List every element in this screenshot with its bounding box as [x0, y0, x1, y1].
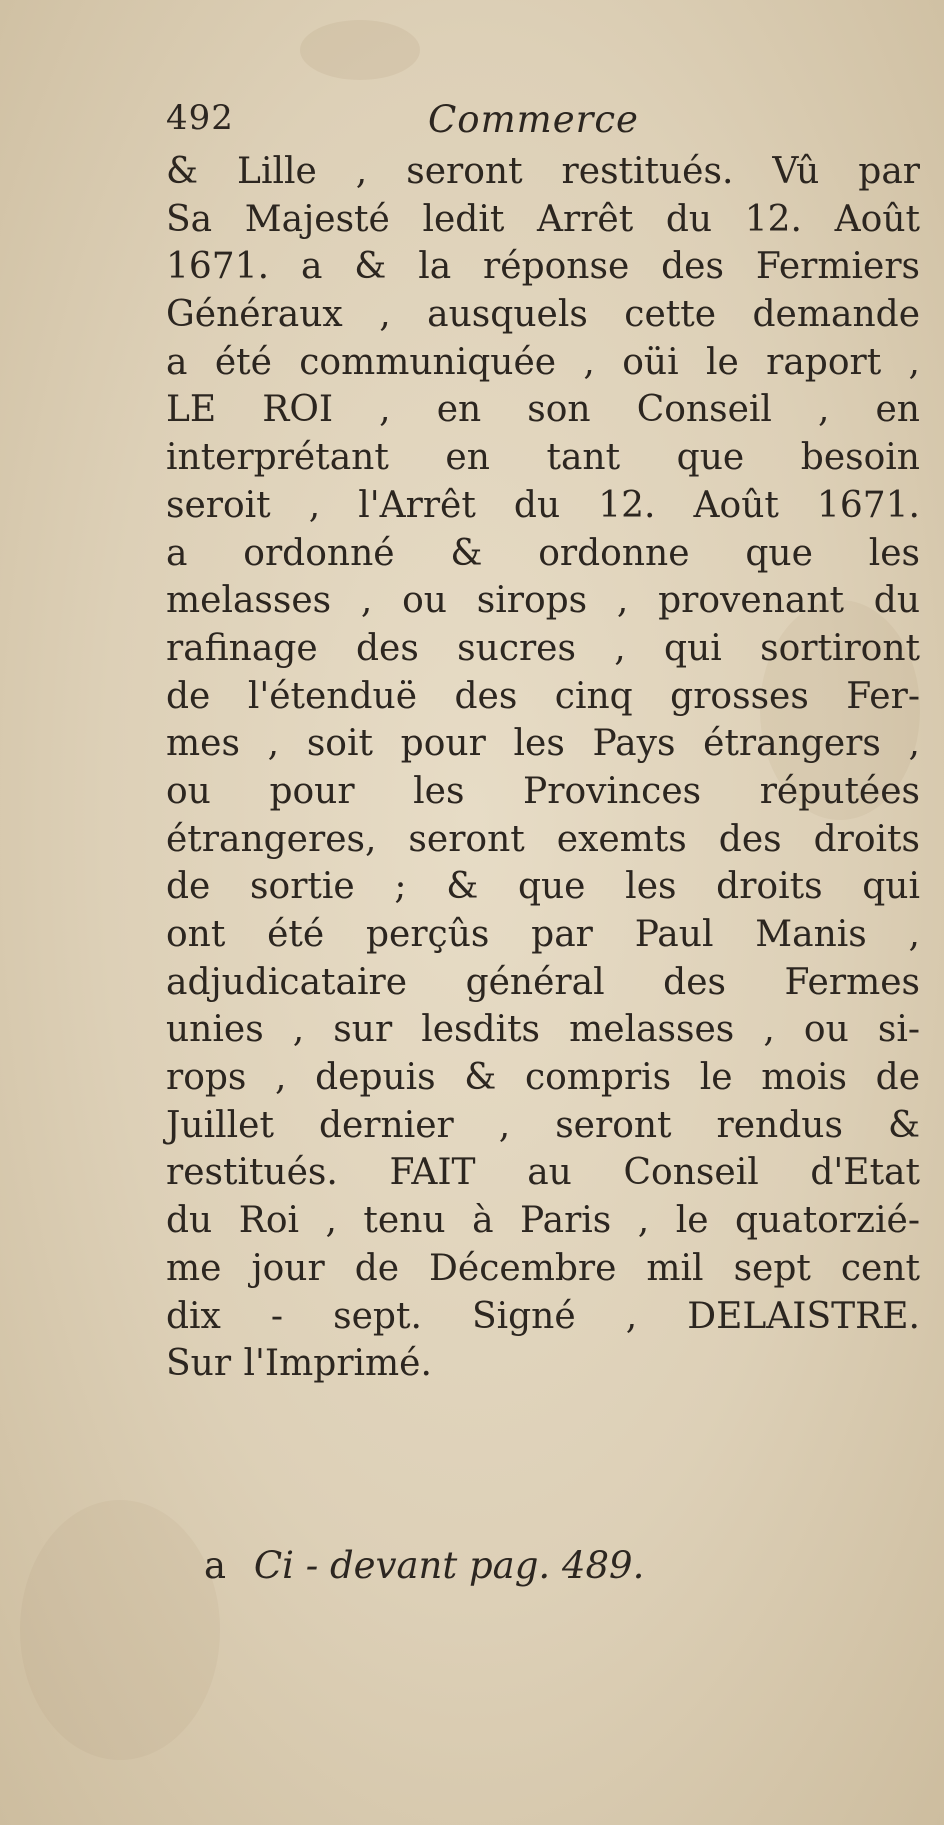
- body-text: [166, 148, 920, 1388]
- text-line: restitués. FAIT au Conseil d'Etat: [166, 1152, 920, 1194]
- text-line: rafinage des sucres , qui sortiront: [166, 627, 920, 669]
- text-line: dix - sept. Signé , DELAISTRE.: [166, 1295, 920, 1337]
- text-line: seroit , l'Arrêt du 12. Août 1671.: [166, 484, 920, 526]
- text-line: ont été perçûs par Paul Manis ,: [166, 914, 920, 955]
- text-line: unies , sur lesdits melasses , ou si-: [166, 1009, 920, 1051]
- footnote-text: Ci - devant pag. 489.: [253, 1544, 645, 1587]
- footnote-marker: a: [204, 1544, 227, 1587]
- text-line: Généraux , ausquels cette demande: [166, 294, 920, 336]
- text-line: Sur l'Imprimé.: [166, 1343, 432, 1385]
- text-line: de l'étenduë des cinq grosses Fer-: [166, 675, 920, 717]
- text-line: adjudicataire général des Fermes: [166, 961, 920, 1003]
- paper-stain: [300, 20, 420, 80]
- page-header: [166, 98, 776, 148]
- text-line: me jour de Décembre mil sept cent: [166, 1247, 920, 1289]
- text-line: rops , depuis & compris le mois de: [166, 1057, 920, 1099]
- text-line: mes , soit pour les Pays étrangers ,: [166, 723, 920, 765]
- text-line: étrangeres, seront exemts des droits: [166, 818, 920, 860]
- text-line: interprétant en tant que besoin: [166, 437, 920, 479]
- text-line: & Lille , seront restitués. Vû par: [166, 151, 920, 192]
- text-line: Juillet dernier , seront rendus &: [166, 1104, 920, 1146]
- text-line: LE ROI , en son Conseil , en: [166, 389, 920, 431]
- text-line: ou pour les Provinces réputées: [166, 770, 920, 812]
- text-line: melasses , ou sirops , provenant du: [166, 580, 920, 622]
- text-line: a ordonné & ordonne que les: [166, 532, 920, 574]
- footnote: [204, 1544, 644, 1587]
- text-line: du Roi , tenu à Paris , le quatorzié-: [166, 1200, 920, 1242]
- paper-stain: [20, 1500, 220, 1760]
- text-line: 1671. a & la réponse des Fermiers: [166, 246, 920, 288]
- text-line: Sa Majesté ledit Arrêt du 12. Août: [166, 198, 920, 240]
- text-line: a été communiquée , oüi le raport ,: [166, 341, 920, 383]
- page-number: 492: [166, 98, 234, 138]
- running-head: Commerce: [428, 98, 639, 141]
- text-line: de sortie ; & que les droits qui: [166, 866, 920, 908]
